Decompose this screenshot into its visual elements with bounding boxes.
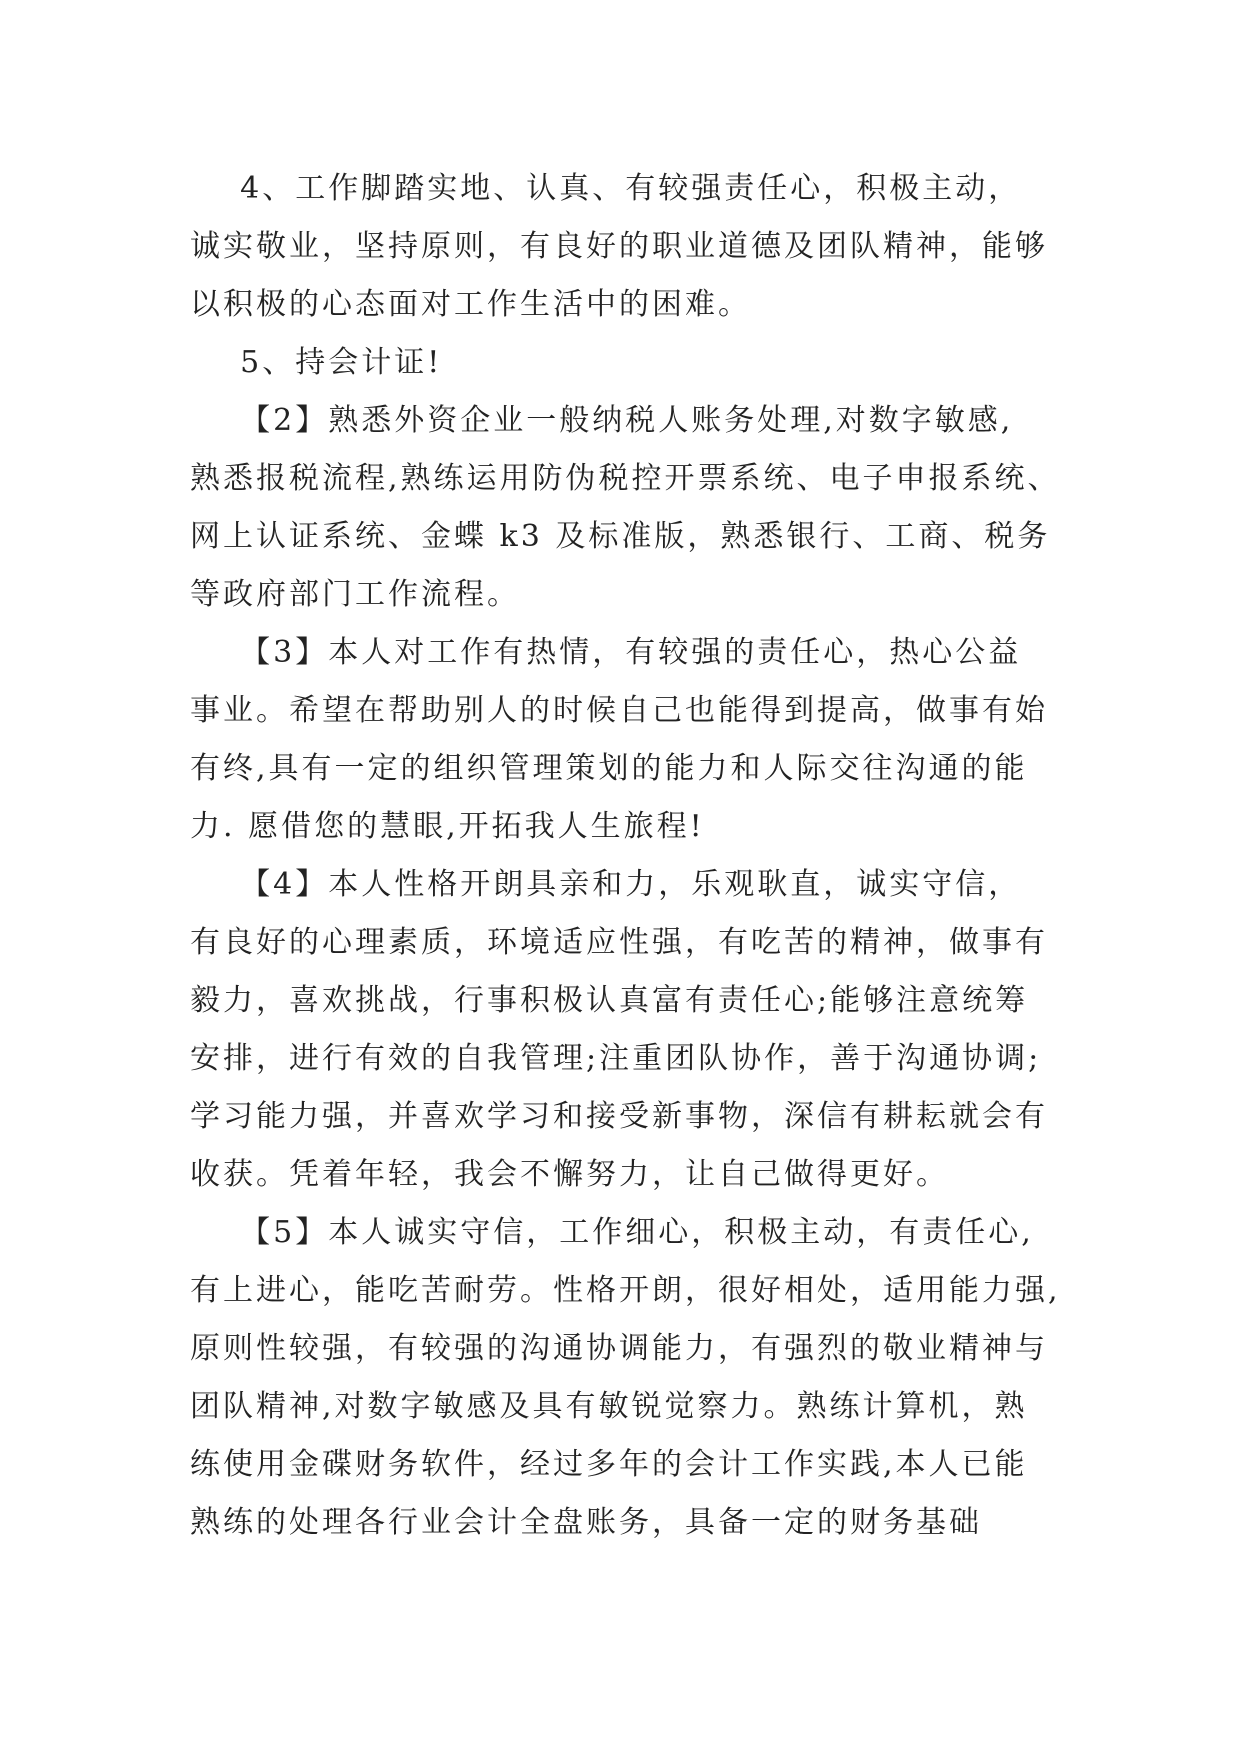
text-line: 收获。凭着年轻，我会不懈努力，让自己做得更好。 bbox=[190, 1157, 949, 1192]
text-line: 团队精神,对数字敏感及具有敏锐觉察力。熟练计算机，熟 bbox=[190, 1389, 1028, 1424]
text-line: 有上进心，能吃苦耐劳。性格开朗，很好相处，适用能力强, bbox=[190, 1273, 1061, 1308]
text-line: 有终,具有一定的组织管理策划的能力和人际交往沟通的能 bbox=[190, 751, 1028, 786]
text-line: 4、工作脚踏实地、认真、有较强责任心，积极主动， bbox=[190, 171, 1022, 206]
text-line: 诚实敬业，坚持原则，有良好的职业道德及团队精神，能够 bbox=[190, 229, 1048, 264]
document-body bbox=[190, 160, 1070, 1552]
text-line: 熟练的处理各行业会计全盘账务，具备一定的财务基础 bbox=[190, 1505, 982, 1540]
text-line: 学习能力强，并喜欢学习和接受新事物，深信有耕耘就会有 bbox=[190, 1099, 1048, 1134]
text-line: 等政府部门工作流程。 bbox=[190, 577, 520, 612]
text-line: 【5】本人诚实守信，工作细心，积极主动，有责任心, bbox=[190, 1215, 1034, 1250]
text-line: 毅力，喜欢挑战，行事积极认真富有责任心;能够注意统筹 bbox=[190, 983, 1029, 1018]
text-line: 有良好的心理素质，环境适应性强，有吃苦的精神，做事有 bbox=[190, 925, 1048, 960]
text-line: 原则性较强，有较强的沟通协调能力，有强烈的敬业精神与 bbox=[190, 1331, 1048, 1366]
text-line: 熟悉报税流程,熟练运用防伪税控开票系统、电子申报系统、 bbox=[190, 461, 1061, 496]
text-line: 事业。希望在帮助别人的时候自己也能得到提高，做事有始 bbox=[190, 693, 1048, 728]
text-line: 【3】本人对工作有热情，有较强的责任心，热心公益 bbox=[190, 635, 1022, 670]
text-line: 以积极的心态面对工作生活中的困难。 bbox=[190, 287, 751, 322]
text-line: 力. 愿借您的慧眼,开拓我人生旅程! bbox=[190, 809, 705, 844]
text-line: 网上认证系统、金蝶 k3 及标准版，熟悉银行、工商、税务 bbox=[190, 519, 1051, 554]
text-line: 安排，进行有效的自我管理;注重团队协作，善于沟通协调; bbox=[190, 1041, 1042, 1076]
text-line: 【2】熟悉外资企业一般纳税人账务处理,对数字敏感, bbox=[190, 403, 1014, 438]
text-line: 5、持会计证! bbox=[190, 345, 443, 380]
text-line: 【4】本人性格开朗具亲和力，乐观耿直，诚实守信， bbox=[190, 867, 1022, 902]
text-line: 练使用金碟财务软件，经过多年的会计工作实践,本人已能 bbox=[190, 1447, 1028, 1482]
